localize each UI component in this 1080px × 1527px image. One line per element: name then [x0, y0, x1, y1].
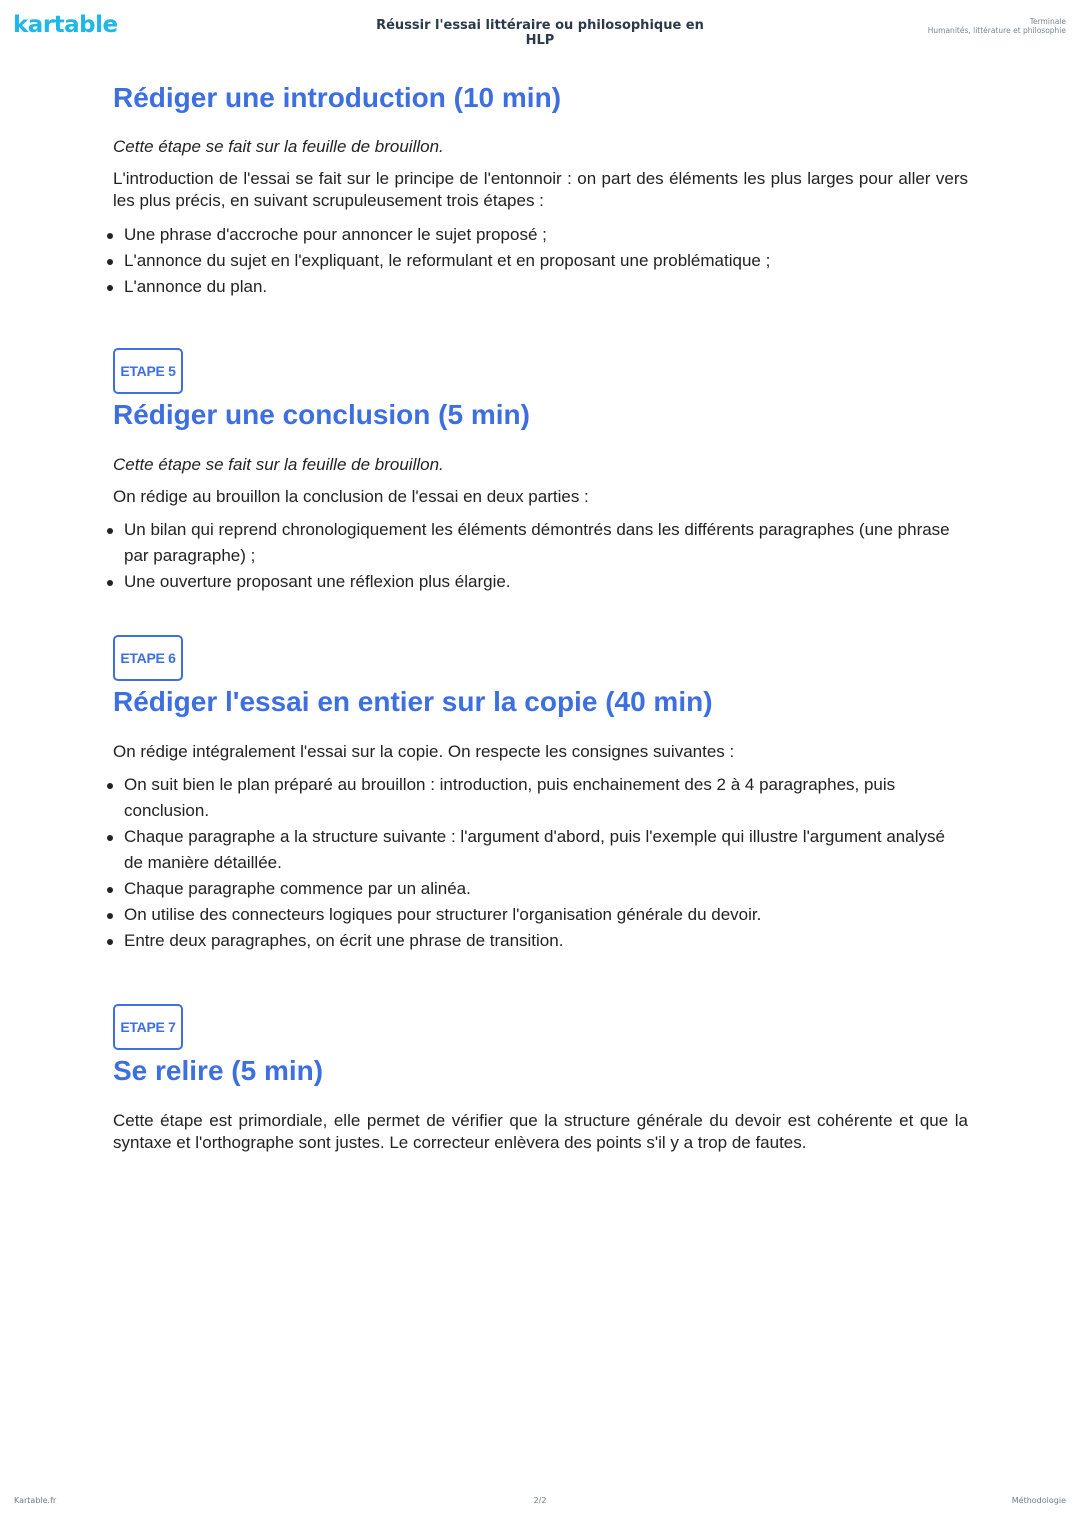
- list-item: [113, 928, 968, 954]
- main-content: [113, 80, 968, 1154]
- course-meta: [928, 17, 1066, 35]
- bullet-list: [113, 222, 968, 300]
- list-item-text: L'annonce du sujet en l'expliquant, le reformulant et en proposant une problématique ;: [124, 251, 771, 270]
- bullet-icon: [107, 528, 113, 534]
- section-title: Se relire (5 min): [113, 1055, 324, 1086]
- section-title: Rédiger une introduction (10 min): [113, 82, 562, 113]
- list-item: [113, 222, 968, 248]
- page-header: [0, 0, 1080, 60]
- step-badge: ETAPE 7: [113, 1004, 183, 1050]
- step-badge: ETAPE 5: [113, 348, 183, 394]
- list-item-text: Entre deux paragraphes, on écrit une phrase de transition.: [124, 931, 564, 950]
- bullet-icon: [107, 580, 113, 586]
- step-badge: ETAPE 6: [113, 635, 183, 681]
- list-item-text: Chaque paragraphe a la structure suivante : l'argument d'abord, puis l'exemple qui illustre l'argument analysé de manière détaillée.: [124, 827, 945, 872]
- list-item: [113, 274, 968, 300]
- kartable-logo[interactable]: kartable: [13, 12, 118, 38]
- bullet-icon: [107, 233, 113, 239]
- section-etape-5: [113, 348, 968, 595]
- section-title: Rédiger une conclusion (5 min): [113, 399, 530, 430]
- list-item-text: Une phrase d'accroche pour annoncer le sujet proposé ;: [124, 225, 547, 244]
- bullet-icon: [107, 783, 113, 789]
- subject-label: Humanités, littérature et philosophie: [927, 26, 1066, 35]
- level-label: Terminale: [1029, 17, 1066, 26]
- list-item-text: Un bilan qui reprend chronologiquement les éléments démontrés dans les différents paragraphes (une phrase par paragraphe) ;: [124, 520, 950, 565]
- section-note: Cette étape se fait sur la feuille de brouillon.: [113, 455, 444, 474]
- bullet-icon: [107, 887, 113, 893]
- section-note: Cette étape se fait sur la feuille de brouillon.: [113, 137, 444, 156]
- list-item-text: L'annonce du plan.: [124, 277, 268, 296]
- list-item-text: On suit bien le plan préparé au brouillon : introduction, puis enchainement des 2 à 4 paragraphes, puis conclusion.: [124, 775, 896, 820]
- list-item-text: On utilise des connecteurs logiques pour structurer l'organisation générale du devoir.: [124, 905, 762, 924]
- section-introduction: [113, 80, 968, 300]
- list-item: [113, 517, 968, 569]
- section-text: L'introduction de l'essai se fait sur le principe de l'entonnoir : on part des éléments les plus larges pour aller vers les plus précis, en suivant scrupuleusement trois étapes :: [113, 169, 968, 210]
- list-item-text: Une ouverture proposant une réflexion plus élargie.: [124, 572, 511, 591]
- list-item: [113, 902, 968, 928]
- footer-category: Méthodologie: [1011, 1496, 1066, 1505]
- list-item-text: Chaque paragraphe commence par un alinéa.: [124, 879, 471, 898]
- bullet-list: [113, 772, 968, 954]
- bullet-icon: [107, 913, 113, 919]
- bullet-icon: [107, 835, 113, 841]
- bullet-icon: [107, 285, 113, 291]
- section-text: On rédige intégralement l'essai sur la copie. On respecte les consignes suivantes :: [113, 742, 735, 761]
- footer-site-link[interactable]: Kartable.fr: [14, 1496, 57, 1505]
- section-text: Cette étape est primordiale, elle permet de vérifier que la structure générale du devoir est cohérente et que la syntaxe et l'orthographe sont justes. Le correcteur enlèvera des points s'il y a trop de fautes.: [113, 1111, 968, 1152]
- list-item: [113, 569, 968, 595]
- section-text: On rédige au brouillon la conclusion de l'essai en deux parties :: [113, 487, 589, 506]
- bullet-icon: [107, 939, 113, 945]
- footer-page-number: 2/2: [533, 1496, 547, 1505]
- document-title: Réussir l'essai littéraire ou philosophique en HLP: [376, 18, 704, 48]
- list-item: [113, 248, 968, 274]
- section-etape-7: [113, 1004, 968, 1154]
- list-item: [113, 876, 968, 902]
- section-title: Rédiger l'essai en entier sur la copie (40 min): [113, 686, 713, 717]
- bullet-list: [113, 517, 968, 595]
- list-item: [113, 824, 968, 876]
- bullet-icon: [107, 259, 113, 265]
- list-item: [113, 772, 968, 824]
- section-etape-6: [113, 635, 968, 954]
